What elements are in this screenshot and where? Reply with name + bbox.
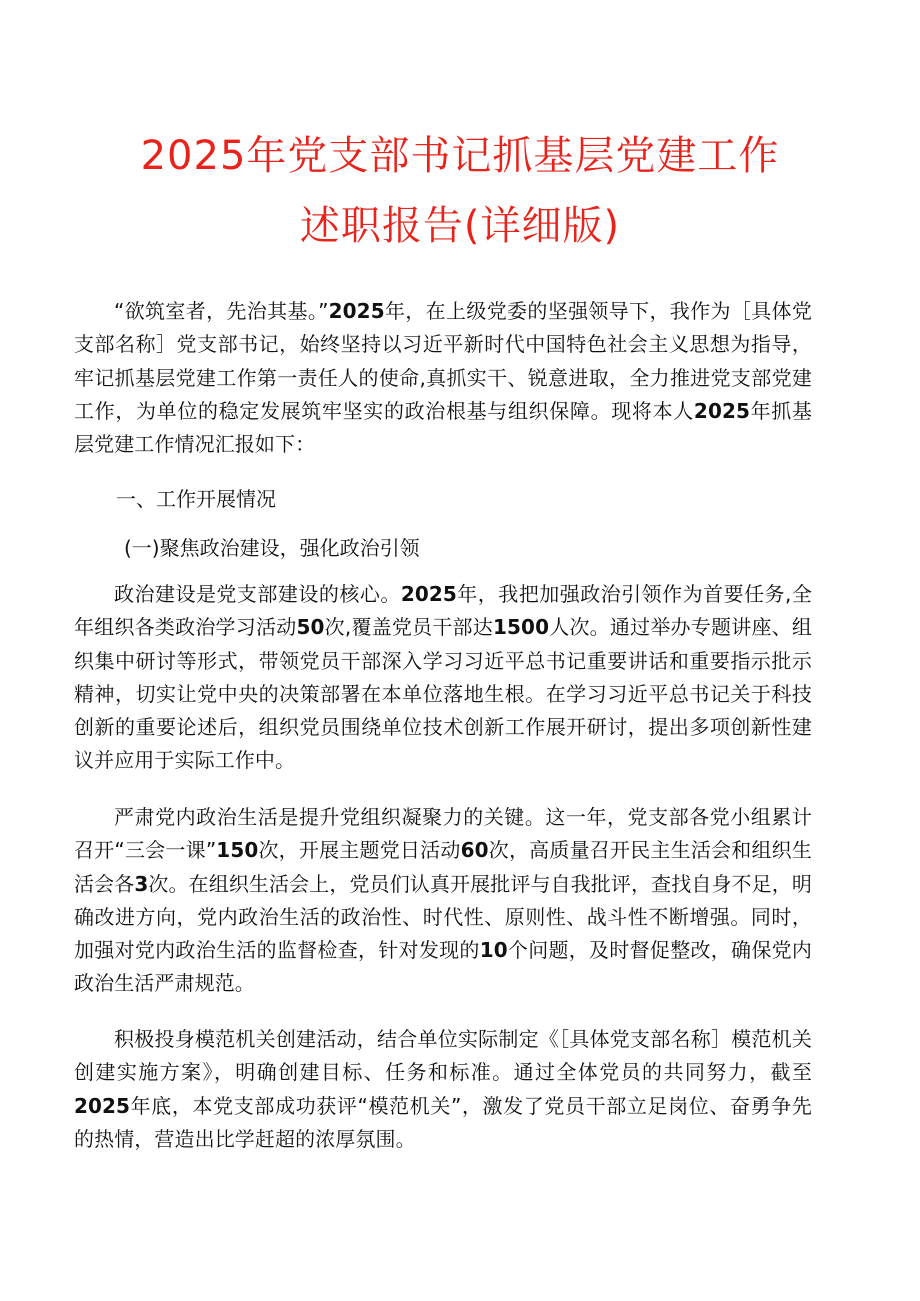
intro-text: “欲筑室者，先治其基。”	[114, 299, 329, 323]
model-agency-paragraph	[74, 1023, 812, 1156]
paragraph-number: 60	[460, 838, 489, 863]
intro-year: 2025	[328, 299, 385, 323]
paragraph-text: 严肃党内政治生活是提升党组织凝聚力的关键。这一年，党支部各党小组累计召开“三会一课”	[74, 805, 812, 863]
section-heading: 一、工作开展情况	[116, 487, 276, 511]
paragraph-text: 年底，本党支部成功获评“模范机关”，激发了党员干部立足岗位、奋勇争先的热情，营造出比学赶超的浓厚氛围。	[74, 1093, 812, 1151]
paragraph-text: 积极投身模范机关创建活动，结合单位实际制定《［具体党支部名称］模范机关创建实施方案》，明确创建目标、任务和标准。通过全体党员的共同努力，截至	[74, 1027, 812, 1085]
paragraph-text: 次，开展主题党日活动	[258, 838, 461, 863]
intro-paragraph	[74, 295, 812, 461]
paragraph-text: 个问题，及时督促整改，确保党内政治生活严肃规范。	[74, 938, 812, 996]
paragraph-text: 人次。通过举办专题讲座、组织集中研讨等形式，带领党员干部深入学习习近平总书记重要讲话和重要指示批示精神，切实让党中央的决策部署在本单位落地生根。在学习习近平总书记关于科技创新的重要论述后，组织党员围绕单位技术创新工作展开研讨，提出多项创新性建议并应用于实际工作中。	[74, 615, 812, 773]
intro-text: 年，在上级党委的坚强领导下，我作为［具体党支部名称］党支部书记，始终坚持以习近平新时代中国特色社会主义思想为指导，牢记抓基层党建工作第一责任人的使命,真抓实干、锐意进取，全力推进党支部党建工作，为单位的稳定发展筑牢坚实的政治根基与组织保障。现将本人	[74, 299, 812, 423]
subsection-heading: (一)聚焦政治建设，强化政治引领	[124, 536, 420, 560]
intro-year: 2025	[693, 398, 750, 423]
paragraph-text: 次,覆盖党员干部达	[324, 615, 494, 640]
paragraph-number: 3	[134, 871, 149, 896]
intro-text: 年抓基层党建工作情况汇报如下：	[74, 398, 812, 457]
paragraph-number: 2025	[400, 582, 457, 606]
paragraph-number: 50	[296, 615, 325, 640]
document-title-line-1: 2025年党支部书记抓基层党建工作	[140, 133, 780, 179]
document-title-line-2: 述职报告(详细版)	[299, 203, 621, 249]
political-life-paragraph	[74, 801, 812, 1001]
paragraph-text: 政治建设是党支部建设的核心。	[114, 582, 401, 606]
paragraph-text: 次，高质量召开民主生活会和组织生活会各	[74, 838, 812, 896]
paragraph-number: 2025	[74, 1093, 131, 1118]
paragraph-number: 150	[216, 838, 259, 863]
paragraph-text: 年，我把加强政治引领作为首要任务,全年组织各类政治学习活动	[74, 582, 812, 640]
paragraph-number: 10	[479, 938, 508, 963]
political-building-paragraph	[74, 578, 812, 778]
paragraph-number: 1500	[493, 615, 550, 640]
paragraph-text: 次。在组织生活会上，党员们认真开展批评与自我批评，查找自身不足，明确改进方向，党内政治生活的政治性、时代性、原则性、战斗性不断增强。同时，加强对党内政治生活的监督检查，针对发现的	[74, 871, 812, 963]
